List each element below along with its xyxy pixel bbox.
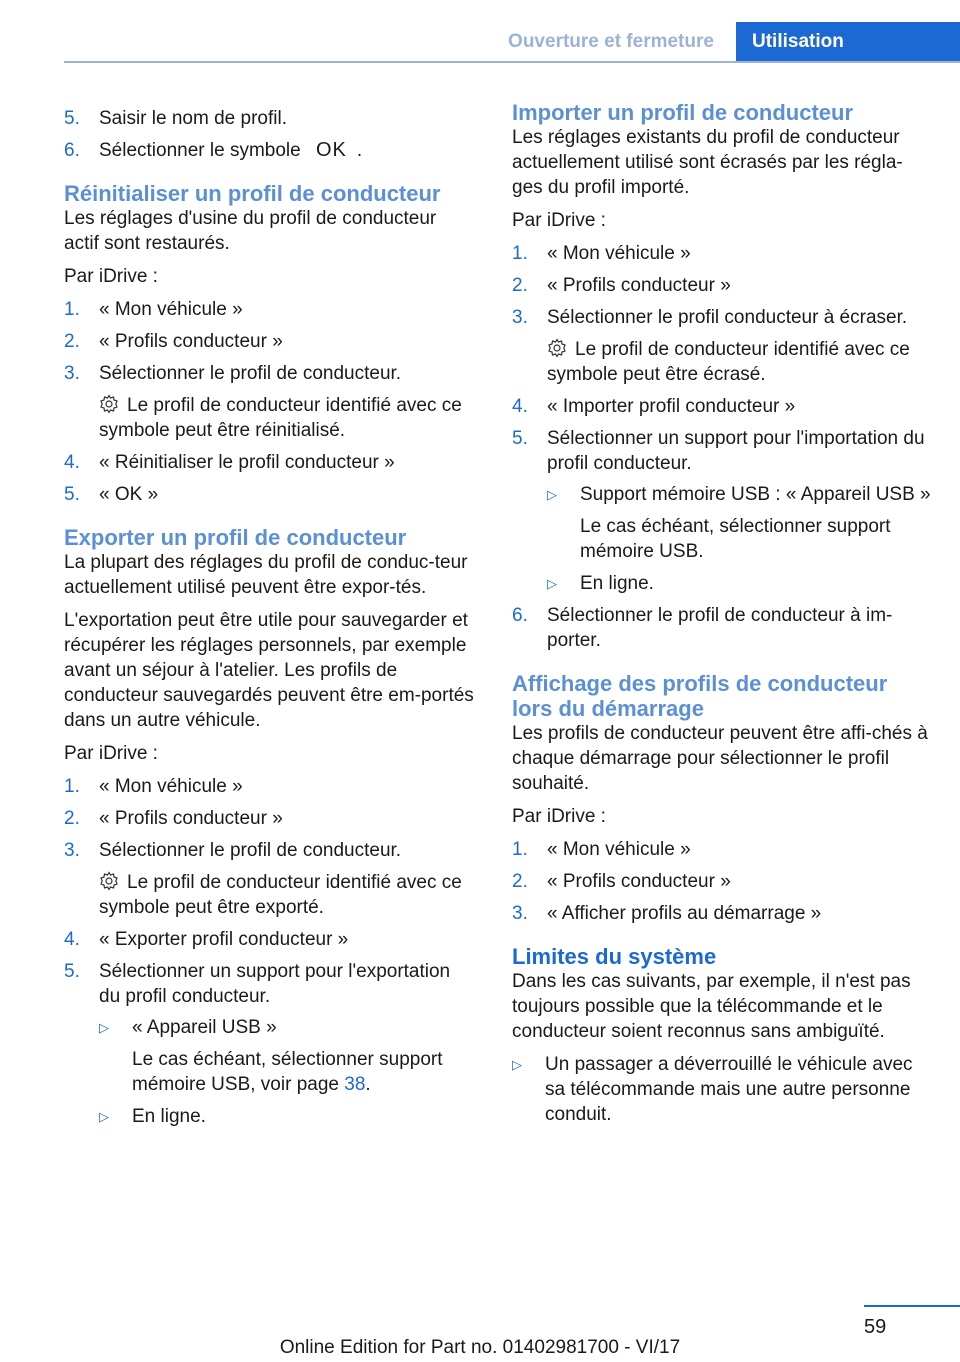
list-item <box>64 838 476 920</box>
step-number: 5. <box>64 961 80 982</box>
step-number: 5. <box>512 428 528 449</box>
step-number: 3. <box>64 840 80 861</box>
step-number: 3. <box>64 363 80 384</box>
bullet-text: En ligne. <box>132 1106 206 1127</box>
gear-icon <box>99 394 119 414</box>
import-section <box>512 100 932 653</box>
ok-symbol-icon: OK <box>316 139 347 161</box>
step-note <box>547 337 932 387</box>
bullet-note: Le cas échéant, sélectionner support mémoire USB. <box>580 516 891 562</box>
step-number: 4. <box>64 929 80 950</box>
note-text: Le profil de conducteur identifié avec ce symbole peut être écrasé. <box>547 339 910 385</box>
section-intro: Les réglages d'usine du profil de conducteur actif sont restaurés. <box>64 208 437 254</box>
bullet-item <box>99 1015 476 1097</box>
limits-bullets <box>512 1052 932 1127</box>
idrive-label: Par iDrive : <box>64 743 158 764</box>
reset-section <box>64 181 476 507</box>
section-title: Réinitialiser un profil de conducteur <box>64 181 441 206</box>
step-note <box>99 870 476 920</box>
step-text: Sélectionner un support pour l'exportation du profil conducteur. <box>99 961 451 1007</box>
step-text: « Mon véhicule » <box>547 243 691 264</box>
bullet-text: « Appareil USB » <box>132 1017 277 1038</box>
section-title: Affichage des profils de conducteur lors du démarrage <box>512 671 888 721</box>
step-text: Sélectionner un support pour l'importation du profil conducteur. <box>547 428 925 474</box>
list-item <box>64 806 476 831</box>
triangle-right-icon: ▷ <box>547 576 557 591</box>
step-number: 3. <box>512 903 528 924</box>
list-item <box>64 106 476 131</box>
step-text-suffix: . <box>356 140 363 161</box>
step-text: « OK » <box>99 484 159 505</box>
list-item <box>512 869 932 894</box>
step-text: Sélectionner le profil de conducteur à im‐porter. <box>547 605 893 651</box>
section-title: Importer un profil de conducteur <box>512 100 854 125</box>
step-text: « Exporter profil conducteur » <box>99 929 349 950</box>
display-steps <box>512 837 932 926</box>
bullet-text: Un passager a déverrouillé le véhicule avec sa télécommande mais une autre personne conduit. <box>545 1054 913 1125</box>
list-item <box>512 305 932 387</box>
list-item <box>64 482 476 507</box>
list-item <box>512 901 932 926</box>
list-item <box>512 426 932 596</box>
export-steps <box>64 774 476 1129</box>
list-item <box>64 361 476 443</box>
list-item <box>64 450 476 475</box>
list-item <box>64 329 476 354</box>
note-suffix: . <box>365 1074 371 1095</box>
step-text: « Importer profil conducteur » <box>547 396 796 417</box>
step-number: 2. <box>512 275 528 296</box>
step-text: « Afficher profils au démarrage » <box>547 903 822 924</box>
gear-icon <box>547 338 567 358</box>
note-text: Le cas échéant, sélectionner support mémoire USB, voir page <box>132 1049 443 1095</box>
bullet-item <box>547 482 932 564</box>
bullet-item <box>99 1104 476 1129</box>
import-steps <box>512 241 932 653</box>
section-title: Exporter un profil de conducteur <box>64 525 407 550</box>
step-number: 5. <box>64 484 80 505</box>
step-text: « Mon véhicule » <box>99 776 243 797</box>
bullet-note <box>132 1047 476 1097</box>
page-header <box>0 0 960 62</box>
step-text: « Profils conducteur » <box>99 808 283 829</box>
list-item <box>64 774 476 799</box>
step-number: 1. <box>64 776 80 797</box>
import-bullets <box>547 482 932 596</box>
step-text: « Profils conducteur » <box>547 275 731 296</box>
step-text: Sélectionner le profil conducteur à écraser. <box>547 307 908 328</box>
section-body: L'exportation peut être utile pour sauvegarder et récupérer les réglages personnels, par exemple avant un séjour à l'atelier. Les profils de conducteur sauvegardés peuvent être em‐portés dans un autre véhicule. <box>64 610 474 731</box>
section-title: Limites du système <box>512 944 717 969</box>
top-steps-list <box>64 106 476 163</box>
section-intro: Les profils de conducteur peuvent être affi‐chés à chaque démarrage pour sélectionner le profil souhaité. <box>512 723 928 794</box>
section-intro: Les réglages existants du profil de conducteur actuellement utilisé sont écrasés par les régla‐ges du profil importé. <box>512 127 903 198</box>
step-number: 2. <box>64 331 80 352</box>
note-text: Le profil de conducteur identifié avec ce symbole peut être réinitialisé. <box>99 395 462 441</box>
step-number: 3. <box>512 307 528 328</box>
list-item <box>512 837 932 862</box>
list-item <box>512 603 932 653</box>
page-number-rule <box>864 1305 960 1307</box>
section-intro: Dans les cas suivants, par exemple, il n'est pas toujours possible que la télécommande et le conducteur soient reconnus sans ambiguïté. <box>512 971 911 1042</box>
list-item <box>64 297 476 322</box>
gear-icon <box>99 871 119 891</box>
idrive-label: Par iDrive : <box>512 210 606 231</box>
display-section <box>512 671 932 926</box>
step-number: 5. <box>64 108 80 129</box>
step-number: 4. <box>512 396 528 417</box>
export-section <box>64 525 476 1129</box>
tab-ouverture-fermeture[interactable]: Ouverture et fermeture <box>508 31 714 52</box>
step-text: Sélectionner le symbole <box>99 140 301 161</box>
list-item <box>64 959 476 1129</box>
reset-steps <box>64 297 476 507</box>
page-link[interactable]: 38 <box>344 1074 366 1095</box>
triangle-right-icon: ▷ <box>99 1109 109 1124</box>
step-text: « Profils conducteur » <box>547 871 731 892</box>
list-item <box>512 273 932 298</box>
step-number: 1. <box>64 299 80 320</box>
export-bullets <box>99 1015 476 1129</box>
step-number: 2. <box>64 808 80 829</box>
bullet-item <box>547 571 932 596</box>
list-item <box>512 394 932 419</box>
step-text: Sélectionner le profil de conducteur. <box>99 840 402 861</box>
tab-utilisation[interactable]: Utilisation <box>736 22 960 62</box>
step-text: « Mon véhicule » <box>547 839 691 860</box>
step-text: « Profils conducteur » <box>99 331 283 352</box>
step-number: 2. <box>512 871 528 892</box>
triangle-right-icon: ▷ <box>547 487 557 502</box>
step-text: « Réinitialiser le profil conducteur » <box>99 452 395 473</box>
page-number: 59 <box>864 1316 887 1338</box>
left-column <box>64 100 476 1139</box>
list-item <box>512 241 932 266</box>
limits-section <box>512 944 932 1127</box>
list-item <box>64 927 476 952</box>
list-item <box>64 138 476 163</box>
step-number: 1. <box>512 243 528 264</box>
note-text: Le profil de conducteur identifié avec ce symbole peut être exporté. <box>99 872 462 918</box>
triangle-right-icon: ▷ <box>99 1020 109 1035</box>
step-number: 4. <box>64 452 80 473</box>
step-note <box>99 393 476 443</box>
step-number: 1. <box>512 839 528 860</box>
step-text: Saisir le nom de profil. <box>99 108 287 129</box>
step-number: 6. <box>64 140 80 161</box>
bullet-text: Support mémoire USB : « Appareil USB » <box>580 484 931 505</box>
step-text: Sélectionner le profil de conducteur. <box>99 363 402 384</box>
edition-footer: Online Edition for Part no. 01402981700 - VI/17 <box>279 1337 681 1358</box>
step-number: 6. <box>512 605 528 626</box>
idrive-label: Par iDrive : <box>512 806 606 827</box>
right-column <box>512 100 932 1134</box>
bullet-text: En ligne. <box>580 573 654 594</box>
section-intro: La plupart des réglages du profil de conduc‐teur actuellement utilisé peuvent être expor‐tés. <box>64 552 468 598</box>
triangle-right-icon: ▷ <box>512 1057 522 1072</box>
header-divider <box>64 61 960 63</box>
idrive-label: Par iDrive : <box>64 266 158 287</box>
step-text: « Mon véhicule » <box>99 299 243 320</box>
bullet-item <box>512 1052 932 1127</box>
